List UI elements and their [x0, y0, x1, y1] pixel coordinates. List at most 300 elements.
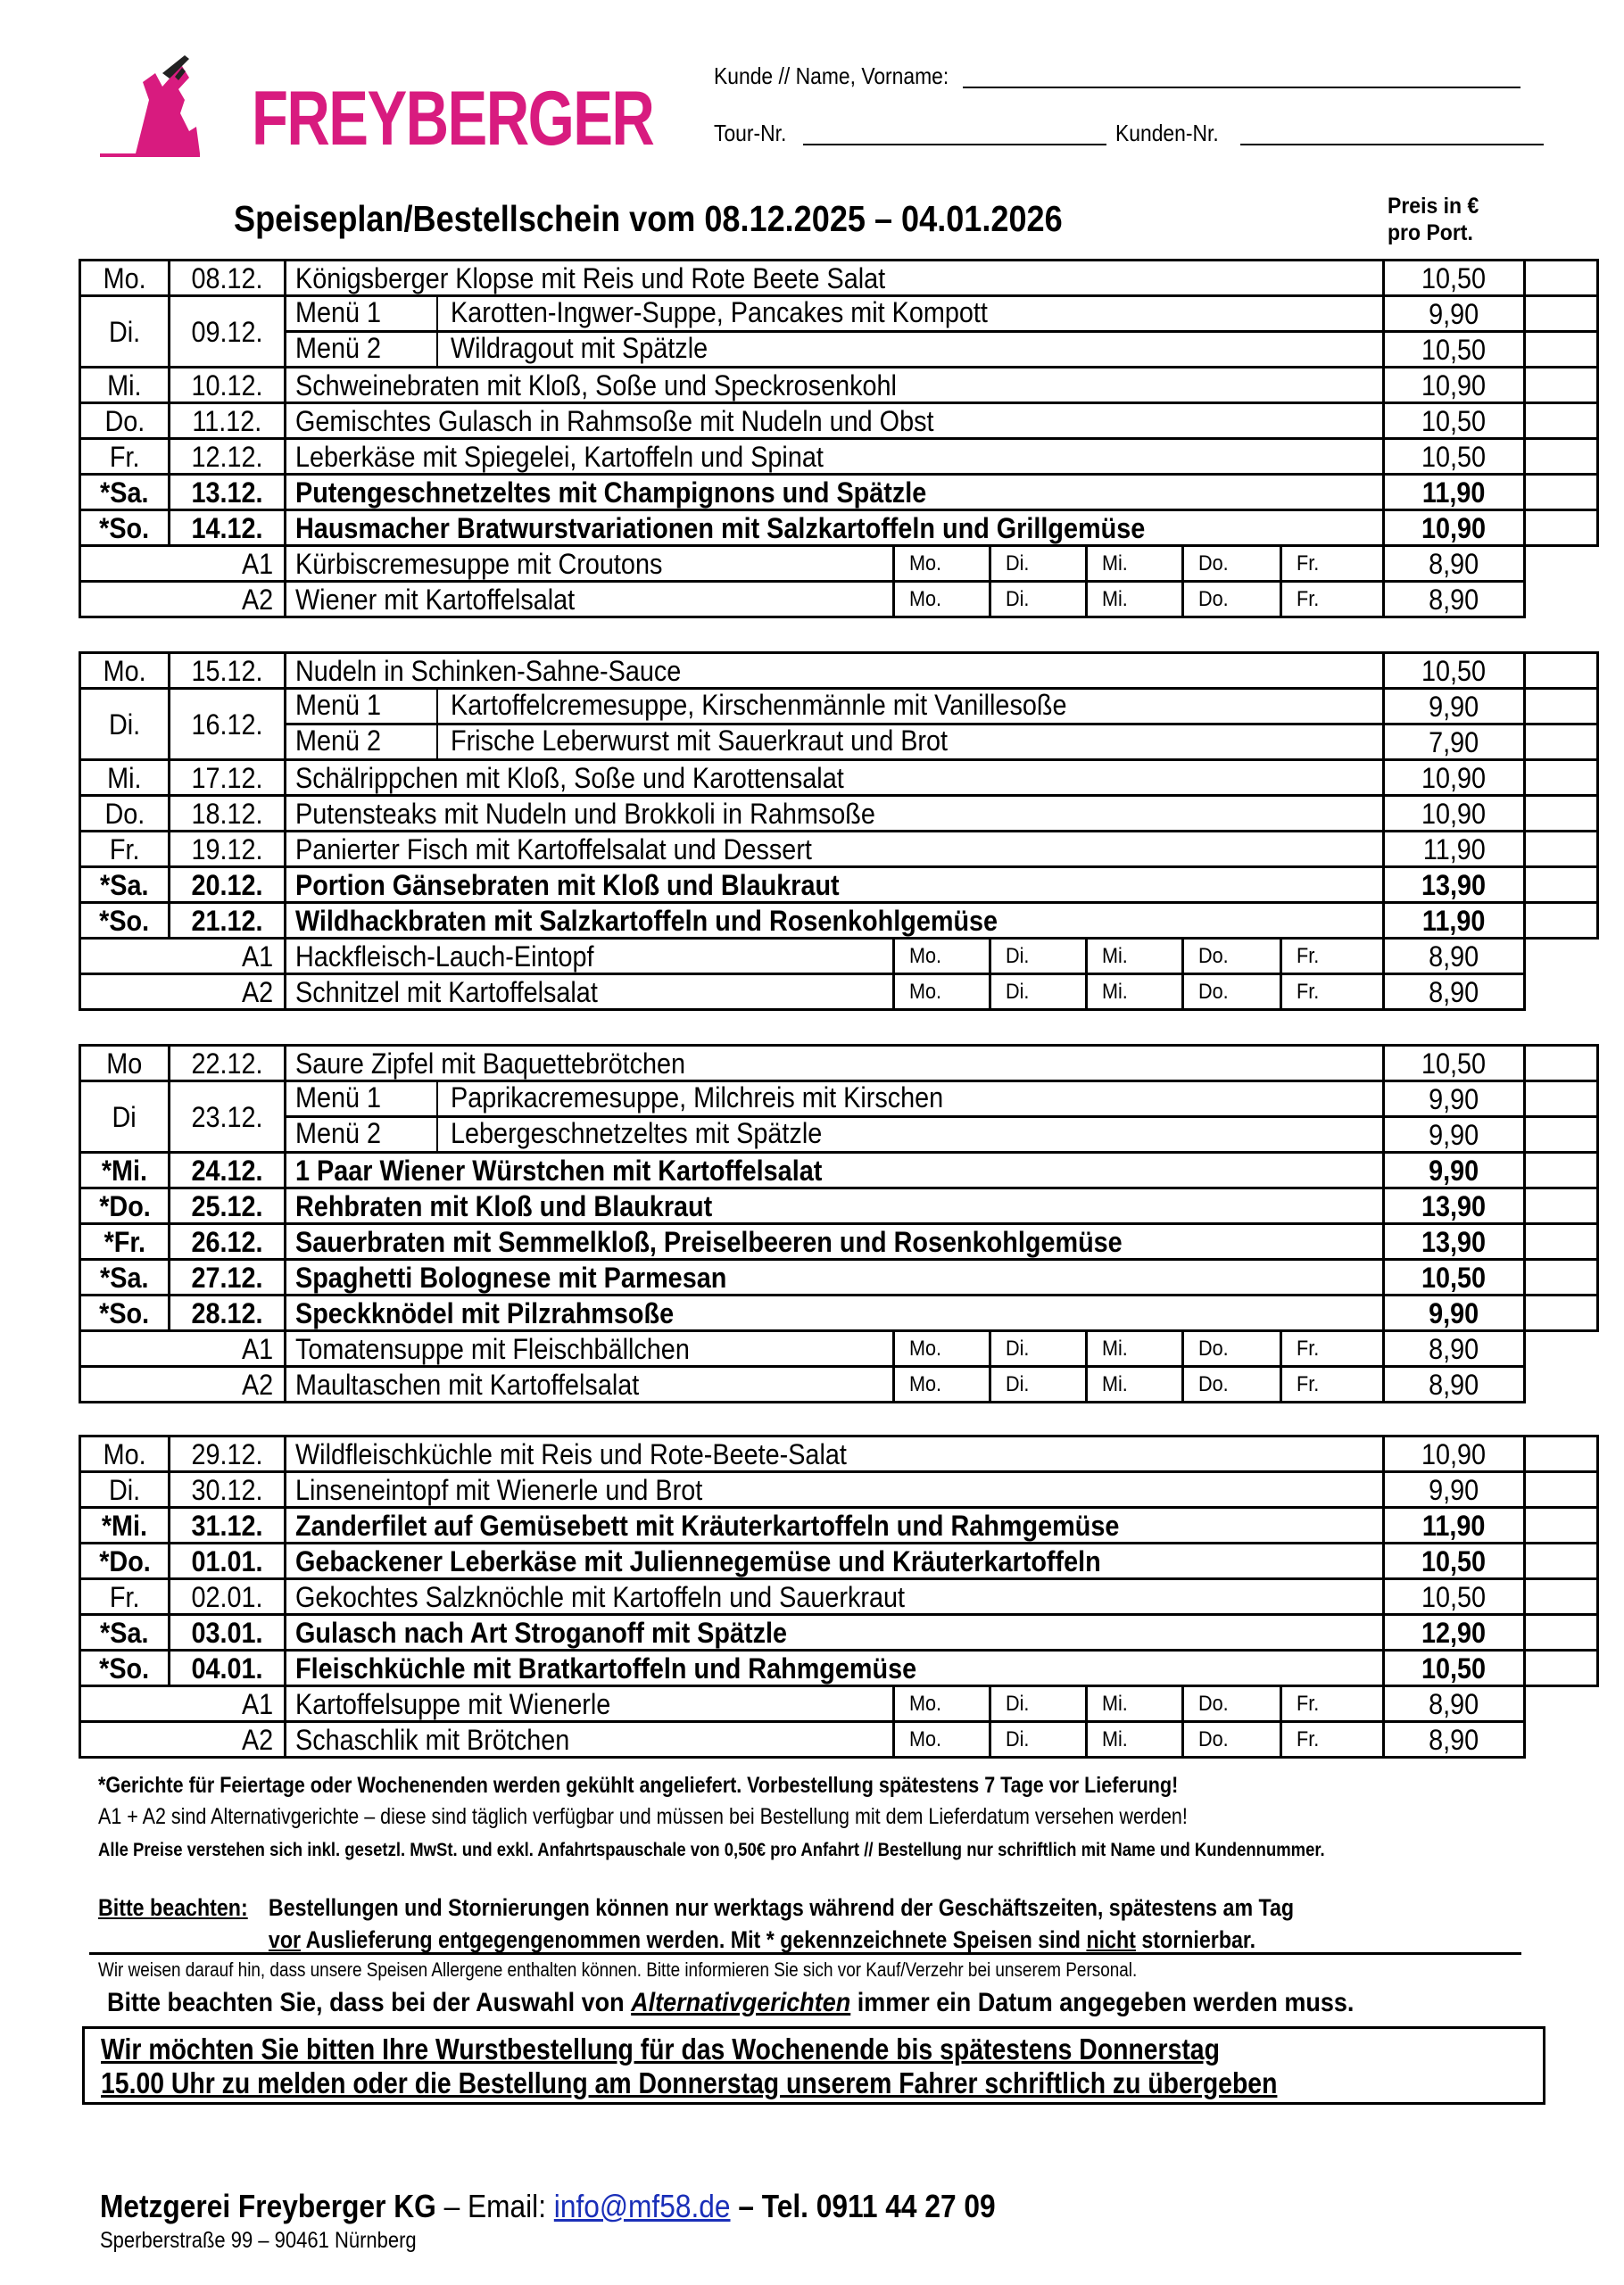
day-label: *Do.	[98, 1544, 151, 1577]
price-text: 11,90	[1422, 476, 1486, 509]
alt-date-emphasis: Alternativgerichten	[631, 1988, 851, 2017]
weekday-checkbox-di[interactable]	[990, 974, 1087, 1010]
weekday-checkbox-do[interactable]	[1183, 1722, 1281, 1758]
weekday-checkbox-mo[interactable]	[894, 974, 990, 1010]
menu-row	[80, 475, 1598, 510]
order-quantity-cell[interactable]	[1525, 1188, 1598, 1224]
alternative-code: A2	[241, 1723, 274, 1756]
weekday-label: Fr.	[1297, 979, 1320, 1004]
day-label: Mo.	[103, 654, 146, 687]
day-cell	[80, 796, 170, 832]
price-cell	[1384, 1081, 1525, 1117]
dish-cell	[286, 1260, 1384, 1296]
dish-cell	[286, 1579, 1384, 1615]
weekday-checkbox-di[interactable]	[990, 1367, 1087, 1403]
order-quantity-cell[interactable]	[1525, 1651, 1598, 1686]
order-quantity-cell[interactable]	[1525, 1579, 1598, 1615]
menu-row	[80, 1117, 1598, 1153]
price-text: 10,50	[1421, 440, 1487, 473]
day-label: Mo.	[103, 1437, 146, 1470]
day-label: Do.	[104, 797, 145, 830]
weekday-checkbox-fr[interactable]	[1281, 974, 1384, 1010]
weekday-label: Fr.	[1297, 1371, 1320, 1396]
weekday-checkbox-do[interactable]	[1183, 1367, 1281, 1403]
day-label: Di	[112, 1100, 137, 1133]
menu-row	[80, 903, 1598, 939]
menu-row	[80, 1296, 1598, 1331]
alternative-dish-cell	[286, 546, 894, 582]
tour-number-input[interactable]	[803, 144, 1106, 145]
dish-text: Karotten-Ingwer-Suppe, Pancakes mit Kompott	[451, 296, 988, 328]
order-quantity-cell[interactable]	[1525, 903, 1598, 939]
dish-text: Schälrippchen mit Kloß, Soße und Karottensalat	[295, 761, 844, 794]
phone-number: – Tel. 0911 44 27 09	[730, 2188, 996, 2224]
price-cell	[1384, 403, 1525, 439]
date-cell	[170, 760, 286, 796]
day-label: Fr.	[109, 440, 140, 473]
price-cell	[1384, 1579, 1525, 1615]
alternative-row	[80, 939, 1598, 974]
price-text: 12,90	[1421, 1616, 1487, 1649]
customer-number-input[interactable]	[1240, 144, 1544, 145]
weekday-checkbox-mi[interactable]	[1087, 1367, 1183, 1403]
dish-cell	[286, 1615, 1384, 1651]
weekday-checkbox-fr[interactable]	[1281, 1722, 1384, 1758]
weekday-checkbox-do[interactable]	[1183, 546, 1281, 582]
dish-cell	[286, 867, 1384, 903]
dish-cell	[286, 1472, 1384, 1508]
weekday-checkbox-di[interactable]	[990, 1331, 1087, 1367]
weekday-checkbox-mi[interactable]	[1087, 939, 1183, 974]
weekday-label: Mi.	[1102, 1336, 1128, 1361]
day-label: Mi.	[107, 368, 142, 402]
email-label: – Email:	[435, 2188, 554, 2224]
menu-row	[80, 368, 1598, 403]
order-quantity-cell[interactable]	[1525, 403, 1598, 439]
dish-cell	[286, 1436, 1384, 1472]
menu-option	[286, 297, 1382, 330]
order-quantity-cell[interactable]	[1525, 1081, 1598, 1117]
weekday-label: Fr.	[1297, 1336, 1320, 1361]
order-quantity-cell[interactable]	[1525, 1544, 1598, 1579]
dish-cell	[286, 1117, 1384, 1153]
alternative-code-cell	[80, 1722, 286, 1758]
weekday-label: Mo.	[909, 1336, 942, 1361]
dish-cell	[286, 403, 1384, 439]
spacer	[1525, 546, 1598, 582]
day-label: Fr.	[109, 1580, 140, 1613]
weekday-checkbox-di[interactable]	[990, 582, 1087, 617]
divider	[89, 1952, 1521, 1955]
tour-number-field[interactable]	[714, 120, 1106, 147]
price-text: 8,90	[1429, 975, 1479, 1008]
price-cell	[1384, 903, 1525, 939]
date-label: 02.01.	[191, 1580, 263, 1613]
menu-option	[286, 725, 1382, 758]
weekday-checkbox-mo[interactable]	[894, 546, 990, 582]
weekday-checkbox-mi[interactable]	[1087, 546, 1183, 582]
weekday-checkbox-fr[interactable]	[1281, 1331, 1384, 1367]
menu-label	[286, 690, 438, 723]
menu-row	[80, 1260, 1598, 1296]
week-table	[79, 1435, 1599, 1759]
attention-label: Bitte beachten:	[98, 1894, 248, 1921]
price-text: 10,90	[1421, 511, 1487, 544]
weekday-checkbox-mo[interactable]	[894, 1686, 990, 1722]
alternative-code-cell	[80, 939, 286, 974]
order-quantity-cell[interactable]	[1525, 1153, 1598, 1188]
price-text: 10,90	[1421, 368, 1487, 402]
price-cell	[1384, 475, 1525, 510]
weekday-label: Mo.	[909, 943, 942, 968]
menu-row	[80, 1651, 1598, 1686]
day-label: Fr.	[109, 832, 140, 865]
order-quantity-cell[interactable]	[1525, 261, 1598, 296]
price-cell	[1384, 1117, 1525, 1153]
price-cell	[1384, 760, 1525, 796]
price-text: 10,90	[1421, 1437, 1487, 1470]
weekday-checkbox-do[interactable]	[1183, 939, 1281, 974]
date-cell	[170, 403, 286, 439]
dish-text: Sauerbraten mit Semmelkloß, Preiselbeeren und Rosenkohlgemüse	[295, 1225, 1123, 1258]
alt-date-post: immer ein Datum angegeben werden muss.	[850, 1988, 1355, 2017]
dish-cell	[286, 1296, 1384, 1331]
weekday-checkbox-di[interactable]	[990, 939, 1087, 974]
price-text: 10,50	[1421, 333, 1487, 366]
day-label: Di.	[108, 315, 141, 348]
dish-cell	[286, 724, 1384, 760]
dish-text: Gebackener Leberkäse mit Juliennegemüse und Kräuterkartoffeln	[295, 1544, 1101, 1577]
date-label: 17.12.	[191, 761, 263, 794]
attention-end: stornierbar.	[1135, 1926, 1256, 1953]
weekday-checkbox-mi[interactable]	[1087, 974, 1183, 1010]
alternative-dish-cell	[286, 1331, 894, 1367]
order-quantity-cell[interactable]	[1525, 689, 1598, 724]
dish-text: 1 Paar Wiener Würstchen mit Kartoffelsalat	[295, 1154, 823, 1187]
dish-text: Nudeln in Schinken-Sahne-Sauce	[295, 654, 682, 687]
weekday-checkbox-mo[interactable]	[894, 1331, 990, 1367]
date-label: 31.12.	[191, 1509, 263, 1542]
date-cell	[170, 1436, 286, 1472]
alternative-dish-cell	[286, 939, 894, 974]
alternative-row	[80, 582, 1598, 617]
day-cell	[80, 653, 170, 689]
dish-cell	[286, 332, 1384, 368]
weekday-checkbox-mo[interactable]	[894, 582, 990, 617]
date-label: 26.12.	[191, 1225, 263, 1258]
day-label: *So.	[99, 904, 150, 937]
date-label: 12.12.	[191, 440, 263, 473]
alternative-dish: Wiener mit Kartoffelsalat	[295, 583, 576, 616]
weekday-checkbox-fr[interactable]	[1281, 582, 1384, 617]
dish-cell	[286, 1081, 1384, 1117]
alternative-dish-cell	[286, 1367, 894, 1403]
price-cell	[1384, 832, 1525, 867]
menu-dish	[438, 725, 1015, 758]
price-cell	[1384, 1046, 1525, 1081]
price-text: 13,90	[1421, 868, 1487, 901]
order-quantity-cell[interactable]	[1525, 1436, 1598, 1472]
weekday-checkbox-fr[interactable]	[1281, 1367, 1384, 1403]
dish-cell	[286, 903, 1384, 939]
customer-number-field[interactable]	[1115, 120, 1544, 147]
weekday-label: Di.	[1006, 1336, 1030, 1361]
alternative-code-cell	[80, 1686, 286, 1722]
price-cell	[1384, 261, 1525, 296]
alternative-dish-cell	[286, 1722, 894, 1758]
alternative-dish-cell	[286, 1686, 894, 1722]
dish-text: Spaghetti Bolognese mit Parmesan	[295, 1261, 727, 1294]
weekday-label: Di.	[1006, 1371, 1030, 1396]
menu-label	[286, 1118, 438, 1151]
menu-label-text: Menü 2	[295, 724, 382, 757]
weekday-checkbox-mo[interactable]	[894, 1722, 990, 1758]
day-label: *Sa.	[100, 1261, 149, 1294]
spacer	[1525, 1686, 1598, 1722]
spacer	[1525, 582, 1598, 617]
day-cell	[80, 510, 170, 546]
notice-line1: Wir möchten Sie bitten Ihre Wurstbestellung für das Wochenende bis spätestens Donnerstag	[101, 2032, 1220, 2066]
order-quantity-cell[interactable]	[1525, 1615, 1598, 1651]
menu-row	[80, 332, 1598, 368]
day-label: *Mi.	[101, 1154, 148, 1187]
date-cell	[170, 1508, 286, 1544]
spacer	[1525, 939, 1598, 974]
alternative-row	[80, 1367, 1598, 1403]
order-quantity-cell[interactable]	[1525, 1260, 1598, 1296]
price-text: 8,90	[1429, 1368, 1479, 1401]
price-text: 9,90	[1429, 1473, 1479, 1506]
date-label: 19.12.	[191, 832, 263, 865]
weekday-label: Do.	[1198, 1336, 1229, 1361]
price-text: 8,90	[1429, 940, 1479, 973]
price-text: 9,90	[1429, 1082, 1479, 1115]
order-quantity-cell[interactable]	[1525, 439, 1598, 475]
menu-row	[80, 261, 1598, 296]
alternative-code: A2	[241, 583, 274, 616]
day-label: Di.	[108, 1473, 141, 1506]
customer-name-label: Kunde // Name, Vorname:	[714, 62, 949, 89]
menu-dish	[438, 297, 1060, 330]
customer-name-input[interactable]	[963, 87, 1520, 88]
weekday-checkbox-di[interactable]	[990, 1686, 1087, 1722]
price-cell	[1384, 796, 1525, 832]
order-quantity-cell[interactable]	[1525, 653, 1598, 689]
order-quantity-cell[interactable]	[1525, 1046, 1598, 1081]
dish-text: Königsberger Klopse mit Reis und Rote Beete Salat	[295, 261, 886, 294]
menu-option	[286, 1118, 1382, 1151]
order-quantity-cell[interactable]	[1525, 332, 1598, 368]
price-text: 8,90	[1429, 583, 1479, 616]
price-text: 9,90	[1429, 690, 1479, 723]
order-quantity-cell[interactable]	[1525, 832, 1598, 867]
weekday-checkbox-do[interactable]	[1183, 1331, 1281, 1367]
notice-line2: 15.00 Uhr zu melden oder die Bestellung am Donnerstag unserem Fahrer schriftlich zu übergeben	[101, 2066, 1278, 2099]
alternative-code-cell	[80, 1331, 286, 1367]
menu-label	[286, 1082, 438, 1115]
order-quantity-cell[interactable]	[1525, 510, 1598, 546]
menu-label-text: Menü 1	[295, 689, 382, 721]
weekday-checkbox-do[interactable]	[1183, 974, 1281, 1010]
date-cell	[170, 1615, 286, 1651]
order-quantity-cell[interactable]	[1525, 760, 1598, 796]
day-cell	[80, 1615, 170, 1651]
date-label: 08.12.	[191, 261, 263, 294]
order-quantity-cell[interactable]	[1525, 724, 1598, 760]
price-text: 10,50	[1421, 1261, 1487, 1294]
order-quantity-cell[interactable]	[1525, 1508, 1598, 1544]
dish-cell	[286, 1651, 1384, 1686]
spacer	[1525, 1331, 1598, 1367]
weekday-label: Fr.	[1297, 551, 1320, 575]
date-label: 27.12.	[191, 1261, 263, 1294]
alternative-code: A2	[241, 1368, 274, 1401]
week-table	[79, 259, 1599, 618]
holiday-note: *Gerichte für Feiertage oder Wochenenden werden gekühlt angeliefert. Vorbestellung spätestens 7 Tage vor Lieferung!	[98, 1773, 1179, 1798]
date-cell	[170, 1260, 286, 1296]
weekday-checkbox-fr[interactable]	[1281, 546, 1384, 582]
day-cell	[80, 689, 170, 760]
date-label: 30.12.	[191, 1473, 263, 1506]
price-column-header	[1388, 193, 1479, 246]
weekday-label: Do.	[1198, 943, 1229, 968]
day-cell	[80, 403, 170, 439]
weekday-label: Mo.	[909, 1371, 942, 1396]
dish-cell	[286, 510, 1384, 546]
weekday-checkbox-mi[interactable]	[1087, 1722, 1183, 1758]
price-text: 10,50	[1421, 261, 1487, 294]
weekday-checkbox-fr[interactable]	[1281, 939, 1384, 974]
footer-address: Sperberstraße 99 – 90461 Nürnberg	[100, 2228, 417, 2253]
day-cell	[80, 368, 170, 403]
weekday-checkbox-di[interactable]	[990, 546, 1087, 582]
price-text: 10,50	[1421, 1652, 1487, 1685]
company-name: Metzgerei Freyberger KG	[100, 2188, 436, 2224]
order-quantity-cell[interactable]	[1525, 1117, 1598, 1153]
day-label: *Sa.	[100, 1616, 149, 1649]
dish-text: Putensteaks mit Nudeln und Brokkoli in Rahmsoße	[295, 797, 875, 830]
weekday-checkbox-mo[interactable]	[894, 939, 990, 974]
day-label: *So.	[99, 511, 150, 544]
price-cell	[1384, 1153, 1525, 1188]
weekday-checkbox-mo[interactable]	[894, 1367, 990, 1403]
weekday-label: Mi.	[1102, 979, 1128, 1004]
alt-date-pre: Bitte beachten Sie, dass bei der Auswahl von	[107, 1988, 632, 2017]
attention-vor: vor	[268, 1926, 302, 1953]
date-label: 13.12.	[191, 476, 263, 509]
weekday-checkbox-fr[interactable]	[1281, 1686, 1384, 1722]
price-cell	[1384, 1651, 1525, 1686]
date-label: 24.12.	[191, 1154, 263, 1187]
weekday-checkbox-mi[interactable]	[1087, 582, 1183, 617]
order-quantity-cell[interactable]	[1525, 475, 1598, 510]
date-cell	[170, 796, 286, 832]
weekday-label: Do.	[1198, 1726, 1229, 1751]
date-cell	[170, 1579, 286, 1615]
price-text: 13,90	[1421, 1225, 1487, 1258]
price-text: 8,90	[1429, 1723, 1479, 1756]
weekday-label: Mi.	[1102, 1726, 1128, 1751]
price-text: 7,90	[1429, 725, 1479, 758]
weekday-checkbox-mi[interactable]	[1087, 1331, 1183, 1367]
price-text: 8,90	[1429, 1687, 1479, 1720]
dish-text: Gemischtes Gulasch in Rahmsoße mit Nudeln und Obst	[295, 404, 934, 437]
date-label: 11.12.	[192, 404, 262, 437]
order-quantity-cell[interactable]	[1525, 796, 1598, 832]
day-cell	[80, 261, 170, 296]
email-link[interactable]: info@mf58.de	[553, 2188, 731, 2224]
attention-mid: Auslieferung entgegengenommen werden. Mit * gekennzeichnete Speisen sind	[301, 1926, 1087, 1953]
alternative-code: A1	[241, 1687, 274, 1720]
alternatives-note: A1 + A2 sind Alternativgerichte – diese sind täglich verfügbar und müssen bei Bestellung mit dem Lieferdatum versehen werden!	[98, 1804, 1188, 1829]
alternative-code: A2	[241, 975, 274, 1008]
order-quantity-cell[interactable]	[1525, 368, 1598, 403]
menu-row	[80, 832, 1598, 867]
weekday-checkbox-do[interactable]	[1183, 1686, 1281, 1722]
price-cell	[1384, 1508, 1525, 1544]
price-text: 8,90	[1429, 1332, 1479, 1365]
alternative-code: A1	[241, 940, 274, 973]
dish-text: Gekochtes Salzknöchle mit Kartoffeln und Sauerkraut	[295, 1580, 906, 1613]
order-quantity-cell[interactable]	[1525, 1472, 1598, 1508]
price-cell	[1384, 1260, 1525, 1296]
date-cell	[170, 653, 286, 689]
weekday-label: Mo.	[909, 586, 942, 611]
customer-name-field[interactable]	[714, 62, 1520, 90]
day-cell	[80, 1046, 170, 1081]
dish-text: Wildragout mit Spätzle	[451, 332, 708, 364]
day-label: Mi.	[107, 761, 142, 794]
dish-text: Schweinebraten mit Kloß, Soße und Speckrosenkohl	[295, 368, 897, 402]
menu-row	[80, 867, 1598, 903]
order-quantity-cell[interactable]	[1525, 1296, 1598, 1331]
dish-text: Putengeschnetzeltes mit Champignons und Spätzle	[295, 476, 927, 509]
price-cell	[1384, 1224, 1525, 1260]
date-cell	[170, 1472, 286, 1508]
dish-cell	[286, 653, 1384, 689]
order-quantity-cell[interactable]	[1525, 296, 1598, 332]
date-cell	[170, 439, 286, 475]
price-cell	[1384, 689, 1525, 724]
order-quantity-cell[interactable]	[1525, 1224, 1598, 1260]
sausage-order-notice	[82, 2026, 1545, 2105]
weekday-checkbox-mi[interactable]	[1087, 1686, 1183, 1722]
weekday-checkbox-di[interactable]	[990, 1722, 1087, 1758]
day-cell	[80, 1296, 170, 1331]
weekday-label: Di.	[1006, 551, 1030, 575]
alternative-date-note	[107, 1988, 1354, 2018]
dish-cell	[286, 1508, 1384, 1544]
tour-number-label: Tour-Nr.	[714, 120, 787, 146]
price-cell	[1384, 546, 1525, 582]
menu-dish	[438, 690, 1148, 723]
alternative-dish: Schaschlik mit Brötchen	[295, 1723, 570, 1756]
day-label: *So.	[99, 1296, 150, 1329]
alternative-row	[80, 1722, 1598, 1758]
order-quantity-cell[interactable]	[1525, 867, 1598, 903]
day-label: *So.	[99, 1652, 150, 1685]
menu-row	[80, 1615, 1598, 1651]
day-cell	[80, 1224, 170, 1260]
price-cell	[1384, 724, 1525, 760]
weekday-checkbox-do[interactable]	[1183, 582, 1281, 617]
attention-nicht: nicht	[1086, 1926, 1136, 1953]
attention-line1: Bestellungen und Stornierungen können nur werktags während der Geschäftszeiten, spätestens am Tag	[268, 1894, 1295, 1921]
menu-label-text: Menü 1	[295, 296, 382, 328]
dish-text: Rehbraten mit Kloß und Blaukraut	[295, 1189, 713, 1222]
weekday-label: Mo.	[909, 1726, 942, 1751]
alternative-code-cell	[80, 582, 286, 617]
